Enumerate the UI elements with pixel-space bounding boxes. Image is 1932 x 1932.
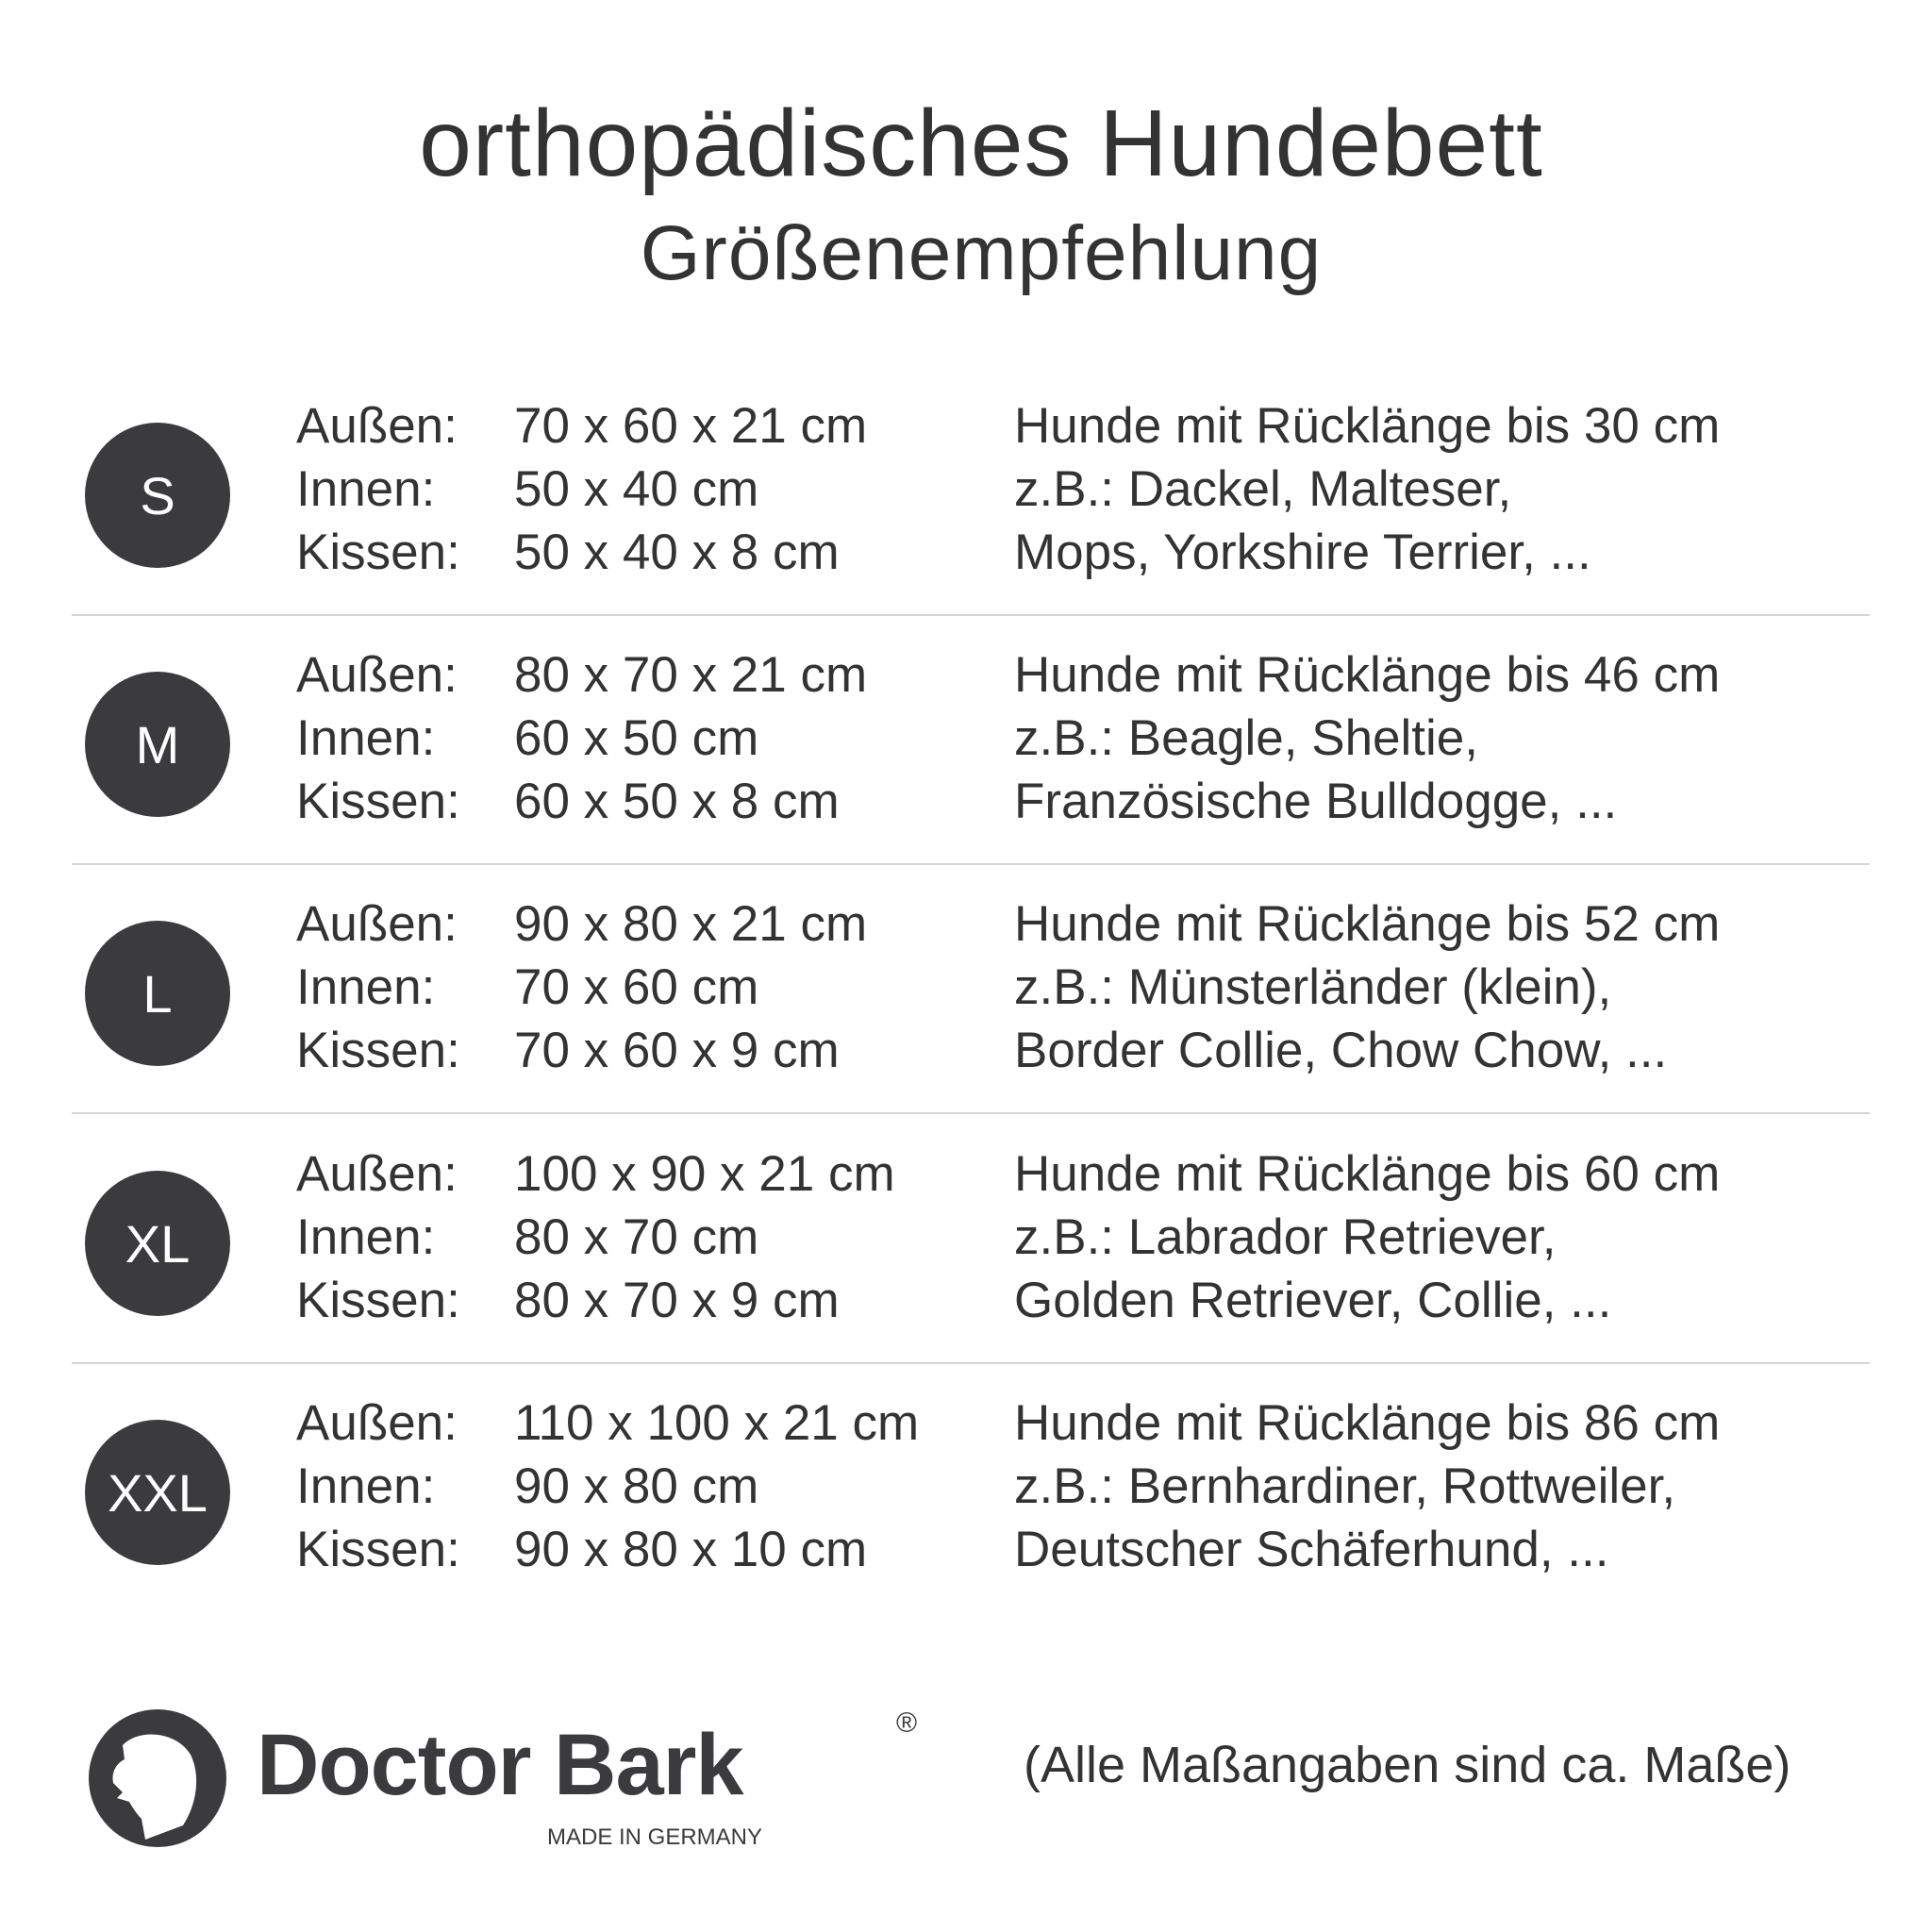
- inner-dimensions: 90 x 80 cm: [514, 1458, 759, 1514]
- cushion-dimensions: 60 x 50 x 8 cm: [514, 774, 840, 829]
- examples1-text: z.B.: Münsterländer (klein),: [1014, 959, 1612, 1015]
- page-subtitle: Größenempfehlung: [640, 210, 1323, 296]
- cushion-dimensions: 50 x 40 x 8 cm: [514, 525, 840, 580]
- examples1-text: z.B.: Bernhardiner, Rottweiler,: [1014, 1458, 1676, 1514]
- cushion-label: Kissen:: [296, 774, 460, 829]
- outer-label: Außen:: [296, 1395, 458, 1451]
- inner-dimensions: 70 x 60 cm: [514, 959, 759, 1015]
- size-row-m: [0, 643, 1932, 892]
- inner-label: Innen:: [296, 1458, 436, 1514]
- made-in-germany: MADE IN GERMANY: [547, 1824, 763, 1850]
- outer-dimensions: 100 x 90 x 21 cm: [514, 1146, 895, 1202]
- outer-dimensions: 80 x 70 x 21 cm: [514, 647, 868, 703]
- registered-mark: ®: [896, 1707, 918, 1739]
- dogs-text: Hunde mit Rücklänge bis 30 cm: [1014, 398, 1721, 454]
- measurement-note: (Alle Maßangaben sind ca. Maße): [1024, 1737, 1791, 1793]
- outer-label: Außen:: [296, 896, 458, 952]
- inner-dimensions: 80 x 70 cm: [514, 1209, 759, 1265]
- row-divider: [72, 1112, 1870, 1114]
- outer-dimensions: 90 x 80 x 21 cm: [514, 896, 868, 952]
- examples2-text: Border Collie, Chow Chow, ...: [1014, 1023, 1668, 1078]
- size-badge: M: [85, 672, 230, 817]
- size-badge: S: [85, 423, 230, 568]
- cushion-dimensions: 80 x 70 x 9 cm: [514, 1273, 840, 1328]
- examples1-text: z.B.: Beagle, Sheltie,: [1014, 710, 1479, 766]
- cushion-dimensions: 70 x 60 x 9 cm: [514, 1023, 840, 1078]
- dogs-text: Hunde mit Rücklänge bis 46 cm: [1014, 647, 1721, 703]
- page-title: orthopädisches Hundebett: [419, 91, 1543, 196]
- examples2-text: Deutscher Schäferhund, ...: [1014, 1522, 1609, 1577]
- examples2-text: Golden Retriever, Collie, ...: [1014, 1273, 1612, 1328]
- size-row-xl: [0, 1142, 1932, 1391]
- outer-dimensions: 70 x 60 x 21 cm: [514, 398, 868, 454]
- cushion-label: Kissen:: [296, 525, 460, 580]
- size-badge: XXL: [85, 1420, 230, 1565]
- outer-label: Außen:: [296, 647, 458, 703]
- outer-label: Außen:: [296, 1146, 458, 1202]
- examples1-text: z.B.: Dackel, Malteser,: [1014, 461, 1512, 517]
- inner-label: Innen:: [296, 1209, 436, 1265]
- inner-dimensions: 60 x 50 cm: [514, 710, 759, 766]
- size-badge: L: [85, 921, 230, 1066]
- size-row-l: [0, 892, 1932, 1141]
- row-divider: [72, 863, 1870, 865]
- brand-name: Doctor Bark: [257, 1717, 743, 1813]
- inner-label: Innen:: [296, 959, 436, 1015]
- dog-logo-icon: [87, 1707, 228, 1849]
- cushion-label: Kissen:: [296, 1273, 460, 1328]
- row-divider: [72, 1362, 1870, 1364]
- examples2-text: Französische Bulldogge, ...: [1014, 774, 1618, 829]
- outer-dimensions: 110 x 100 x 21 cm: [514, 1395, 920, 1451]
- inner-dimensions: 50 x 40 cm: [514, 461, 759, 517]
- inner-label: Innen:: [296, 461, 436, 517]
- dogs-text: Hunde mit Rücklänge bis 60 cm: [1014, 1146, 1721, 1202]
- examples1-text: z.B.: Labrador Retriever,: [1014, 1209, 1557, 1265]
- inner-label: Innen:: [296, 710, 436, 766]
- dogs-text: Hunde mit Rücklänge bis 86 cm: [1014, 1395, 1721, 1451]
- size-row-s: [0, 394, 1932, 643]
- cushion-label: Kissen:: [296, 1023, 460, 1078]
- outer-label: Außen:: [296, 398, 458, 454]
- cushion-dimensions: 90 x 80 x 10 cm: [514, 1522, 868, 1577]
- examples2-text: Mops, Yorkshire Terrier, ...: [1014, 525, 1591, 580]
- size-row-xxl: [0, 1391, 1932, 1641]
- cushion-label: Kissen:: [296, 1522, 460, 1577]
- size-badge: XL: [85, 1171, 230, 1316]
- dogs-text: Hunde mit Rücklänge bis 52 cm: [1014, 896, 1721, 952]
- row-divider: [72, 614, 1870, 616]
